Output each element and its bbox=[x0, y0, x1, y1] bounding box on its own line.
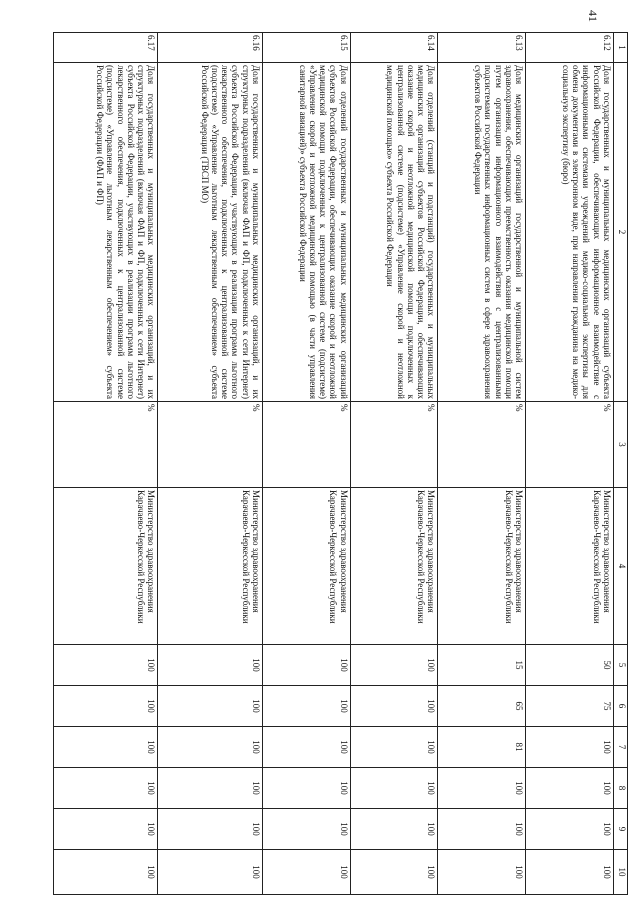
page-number: 41 bbox=[586, 10, 600, 22]
indicator-description: Доля государственных и муниципальных медицинских организаций, и их структурных подразделений (включая ФАП и ФП, подключенных к сети Интернет) субъекта Российской Федерации, участвующих в реализации программ льготного лекарственного обеспечения, подключенных к централизованной системе (подсистеме) «Управление льготным лекарственным обеспечением» субъекта Российской Федерации (ТВСП МО) bbox=[158, 63, 262, 402]
value-cell: 65 bbox=[438, 686, 526, 727]
row-number: 6.14 bbox=[350, 33, 438, 63]
unit: % bbox=[526, 402, 614, 488]
value-cell: 100 bbox=[526, 809, 614, 850]
value-cell: 100 bbox=[158, 645, 262, 686]
value-cell: 15 bbox=[438, 645, 526, 686]
row-number: 6.12 bbox=[526, 33, 614, 63]
table-row bbox=[438, 33, 526, 895]
value-cell: 50 bbox=[526, 645, 614, 686]
value-cell: 100 bbox=[438, 768, 526, 809]
table-row bbox=[526, 33, 614, 895]
indicators-table bbox=[53, 32, 628, 895]
value-cell: 100 bbox=[54, 850, 158, 895]
row-number: 6.13 bbox=[438, 33, 526, 63]
indicator-description: Доля медицинских организаций государственной и муниципальной систем здравоохранения, обеспечивающих преемственность оказания медицинской помощи путем организации информационного взаимодействия с централизованными подсистемами государственных информационных систем в сфере здравоохранения субъектов Российской Федерации bbox=[438, 63, 526, 402]
column-header: 1 bbox=[614, 33, 628, 63]
column-header: 10 bbox=[614, 850, 628, 895]
table-row bbox=[158, 33, 262, 895]
value-cell: 100 bbox=[54, 727, 158, 768]
value-cell: 100 bbox=[262, 686, 350, 727]
value-cell: 100 bbox=[350, 645, 438, 686]
row-number: 6.16 bbox=[158, 33, 262, 63]
unit: % bbox=[438, 402, 526, 488]
value-cell: 100 bbox=[158, 686, 262, 727]
column-header: 5 bbox=[614, 645, 628, 686]
indicator-description: Доля отделений (станций и подстанций) государственных и муниципальных медицинских организаций субъектов Российской Федерации, обеспечивающих оказание скорой и неотложной медицинской помощи подключенных к централизованной системе (подсистеме) «Управление скорой и неотложной медицинской помощью» субъекта Российской Федерации bbox=[350, 63, 438, 402]
value-cell: 100 bbox=[158, 809, 262, 850]
column-header: 2 bbox=[614, 63, 628, 402]
column-header: 7 bbox=[614, 727, 628, 768]
value-cell: 100 bbox=[262, 809, 350, 850]
responsible-body: Министерство здравоохранения Карачаево-Черкесской Республики bbox=[54, 488, 158, 645]
table-row bbox=[54, 33, 158, 895]
value-cell: 100 bbox=[438, 850, 526, 895]
value-cell: 100 bbox=[262, 850, 350, 895]
column-header: 8 bbox=[614, 768, 628, 809]
value-cell: 100 bbox=[54, 768, 158, 809]
responsible-body: Министерство здравоохранения Карачаево-Черкесской Республики bbox=[350, 488, 438, 645]
value-cell: 81 bbox=[438, 727, 526, 768]
column-number-row bbox=[614, 33, 628, 895]
table-row bbox=[262, 33, 350, 895]
value-cell: 100 bbox=[54, 645, 158, 686]
value-cell: 100 bbox=[438, 809, 526, 850]
row-number: 6.17 bbox=[54, 33, 158, 63]
column-header: 3 bbox=[614, 402, 628, 488]
responsible-body: Министерство здравоохранения Карачаево-Черкесской Республики bbox=[438, 488, 526, 645]
column-header: 6 bbox=[614, 686, 628, 727]
column-header: 9 bbox=[614, 809, 628, 850]
value-cell: 100 bbox=[158, 768, 262, 809]
responsible-body: Министерство здравоохранения Карачаево-Черкесской Республики bbox=[262, 488, 350, 645]
value-cell: 100 bbox=[158, 727, 262, 768]
value-cell: 100 bbox=[262, 727, 350, 768]
indicator-description: Доля государственных и муниципальных медицинских организаций субъекта Российской Федерации, обеспечивающих информационное взаимодействие с информационными системами учреждений медико-социальной экспертизы для обмена документами в электронном виде, при направлении гражданина на медико-социальную экспертизу (бюро) bbox=[526, 63, 614, 402]
indicator-description: Доля государственных и муниципальных медицинских организаций, и их структурных подразделений (включая ФАП и ФП, подключенных к сети Интернет) субъекта Российской Федерации, участвующих в реализации программ льготного лекарственного обеспечения, подключенных к централизованной системе (подсистеме) «Управление льготным лекарственным обеспечением» субъекта Российской Федерации (ФАП и ФП) bbox=[54, 63, 158, 402]
responsible-body: Министерство здравоохранения Карачаево-Черкесской Республики bbox=[526, 488, 614, 645]
value-cell: 100 bbox=[262, 768, 350, 809]
unit: % bbox=[350, 402, 438, 488]
value-cell: 100 bbox=[350, 809, 438, 850]
value-cell: 100 bbox=[262, 645, 350, 686]
value-cell: 100 bbox=[54, 686, 158, 727]
value-cell: 100 bbox=[350, 768, 438, 809]
value-cell: 75 bbox=[526, 686, 614, 727]
value-cell: 100 bbox=[158, 850, 262, 895]
unit: % bbox=[262, 402, 350, 488]
table-row bbox=[350, 33, 438, 895]
rotated-table-container bbox=[53, 32, 628, 894]
row-number: 6.15 bbox=[262, 33, 350, 63]
responsible-body: Министерство здравоохранения Карачаево-Черкесской Республики bbox=[158, 488, 262, 645]
value-cell: 100 bbox=[350, 686, 438, 727]
value-cell: 100 bbox=[54, 809, 158, 850]
value-cell: 100 bbox=[526, 850, 614, 895]
value-cell: 100 bbox=[526, 768, 614, 809]
value-cell: 100 bbox=[526, 727, 614, 768]
indicator-description: Доля отделений государственных и муниципальных медицинских организаций субъектов Российской Федерации, обеспечивающих оказание скорой и неотложной медицинской помощи подключенных к централизованной системе (подсистеме) «Управление скорой и неотложной медицинской помощью (в части управления санитарной авиацией)» субъекта Российской Федерации bbox=[262, 63, 350, 402]
value-cell: 100 bbox=[350, 850, 438, 895]
column-header: 4 bbox=[614, 488, 628, 645]
value-cell: 100 bbox=[350, 727, 438, 768]
unit: % bbox=[54, 402, 158, 488]
unit: % bbox=[158, 402, 262, 488]
